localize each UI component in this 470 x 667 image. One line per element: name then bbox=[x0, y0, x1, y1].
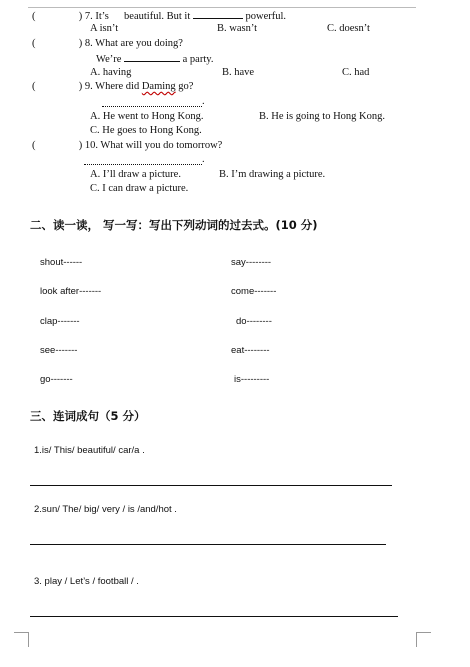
verb-item: say-------- bbox=[231, 257, 272, 268]
option-b: B. wasn’t bbox=[217, 23, 258, 34]
option-b: B. I’m drawing a picture. bbox=[219, 169, 326, 180]
option-c: C. He goes to Hong Kong. bbox=[90, 125, 202, 136]
verb-item: do-------- bbox=[236, 316, 272, 327]
option-b: B. He is going to Hong Kong. bbox=[259, 111, 385, 122]
question-stem-name: Daming bbox=[141, 81, 176, 92]
question-10 bbox=[32, 140, 222, 151]
question-stem: go? bbox=[178, 81, 194, 92]
verb-item: look after------- bbox=[40, 286, 102, 297]
top-rule bbox=[28, 7, 416, 8]
verb-item: eat-------- bbox=[231, 345, 270, 356]
sentence-item: 3. play / Let’s / football / . bbox=[34, 576, 139, 587]
question-stem: 9. Where did bbox=[84, 81, 140, 92]
answer-line[interactable] bbox=[30, 485, 392, 486]
fill-blank[interactable] bbox=[124, 52, 180, 62]
answer-line[interactable] bbox=[30, 544, 386, 545]
verb-item: come------- bbox=[231, 286, 277, 297]
option-c: C. had bbox=[342, 67, 370, 78]
page-corner-mark bbox=[14, 632, 29, 647]
line-end-period: . bbox=[202, 154, 205, 165]
verb-item: see------- bbox=[40, 345, 78, 356]
question-stem: 7. It’s bbox=[84, 11, 109, 22]
verb-item: clap------- bbox=[40, 316, 80, 327]
question-8 bbox=[32, 38, 183, 49]
answer-line[interactable] bbox=[84, 164, 202, 165]
answer-paren-open: ( bbox=[32, 140, 36, 151]
answer-paren-open: ( bbox=[32, 38, 36, 49]
answer-paren-close: ) bbox=[78, 81, 83, 92]
question-9 bbox=[32, 81, 193, 92]
option-a: A isn’t bbox=[90, 23, 119, 34]
answer-paren-close: ) bbox=[78, 38, 83, 49]
line-end-period: . bbox=[202, 96, 205, 107]
verb-item: shout------ bbox=[40, 257, 83, 268]
option-c: C. I can draw a picture. bbox=[90, 183, 189, 194]
page-corner-mark bbox=[416, 632, 431, 647]
option-a: A. I’ll draw a picture. bbox=[90, 169, 181, 180]
section-2-title: 二、读一读， 写一写：写出下列动词的过去式。(10 分) bbox=[30, 218, 318, 232]
question-stem: powerful. bbox=[245, 11, 287, 22]
answer-paren-close: ) bbox=[78, 11, 83, 22]
sentence-item: 1.is/ This/ beautiful/ car/a . bbox=[34, 445, 145, 456]
section-3-title: 三、连词成句（5 分） bbox=[30, 409, 146, 423]
answer-line[interactable] bbox=[30, 616, 398, 617]
option-a: A. having bbox=[90, 67, 132, 78]
question-8-sentence bbox=[96, 52, 213, 65]
answer-paren-open: ( bbox=[32, 81, 36, 92]
fill-blank[interactable] bbox=[193, 9, 243, 19]
verb-item: go------- bbox=[40, 374, 73, 385]
question-7 bbox=[32, 9, 286, 22]
sentence-item: 2.sun/ The/ big/ very / is /and/hot . bbox=[34, 504, 177, 515]
question-stem: We’re bbox=[96, 54, 122, 65]
question-stem: beautiful. But it bbox=[124, 11, 191, 22]
answer-paren-close: ) bbox=[78, 140, 83, 151]
option-c: C. doesn’t bbox=[327, 23, 370, 34]
answer-line[interactable] bbox=[102, 106, 202, 107]
answer-paren-open: ( bbox=[32, 11, 36, 22]
question-stem: 8. What are you doing? bbox=[84, 38, 183, 49]
option-a: A. He went to Hong Kong. bbox=[90, 111, 204, 122]
verb-item: is--------- bbox=[234, 374, 270, 385]
question-stem: 10. What will you do tomorrow? bbox=[84, 140, 223, 151]
question-stem: a party. bbox=[182, 54, 214, 65]
option-b: B. have bbox=[222, 67, 255, 78]
